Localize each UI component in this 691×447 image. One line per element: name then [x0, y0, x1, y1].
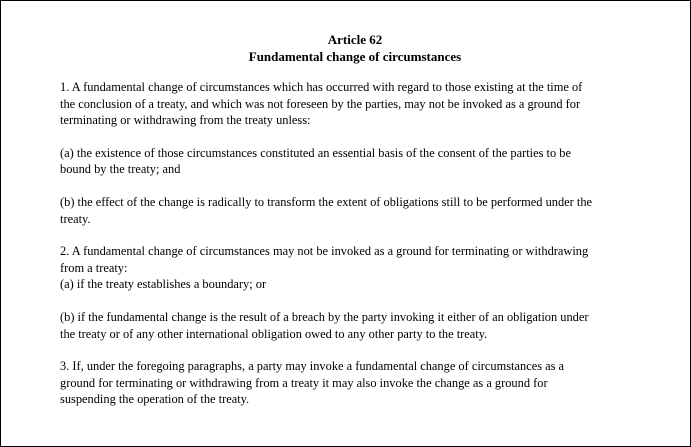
text-line: terminating or withdrawing from the treaty unless:: [60, 113, 311, 128]
text-line: treaty.: [60, 211, 91, 226]
paragraph-1b: [60, 194, 650, 227]
paragraph-1a: [60, 145, 650, 178]
paragraph-2b: [60, 309, 650, 342]
text-line: (a) the existence of those circumstances constituted an essential basis of the consent of the parties to be: [60, 145, 571, 160]
text-line: 1. A fundamental change of circumstances which has occurred with regard to those existing at the time of: [60, 80, 583, 94]
paragraph-3: [60, 358, 650, 408]
text-line: the conclusion of a treaty, and which was not foreseen by the parties, may not be invoked as a ground for: [60, 96, 581, 111]
text-line: 2. A fundamental change of circumstances may not be invoked as a ground for terminating or withdrawing: [60, 244, 589, 259]
text-line: bound by the treaty; and: [60, 162, 181, 177]
text-line: suspending the operation of the treaty.: [60, 392, 250, 407]
text-line: the treaty or of any other international obligation owed to any other party to the treaty.: [60, 326, 488, 341]
paragraph-2: [60, 243, 650, 293]
article-number: Article 62: [327, 32, 383, 47]
text-line: (a) if the treaty establishes a boundary; or: [60, 277, 267, 292]
text-line: (b) if the fundamental change is the result of a breach by the party invoking it either of an obligation under: [60, 309, 589, 324]
paragraph-1: [60, 79, 650, 129]
article-title: Fundamental change of circumstances: [248, 49, 462, 64]
text-line: 3. If, under the foregoing paragraphs, a party may invoke a fundamental change of circumstances as a: [60, 359, 565, 374]
text-line: from a treaty:: [60, 260, 128, 275]
text-line: (b) the effect of the change is radically to transform the extent of obligations still to be performed under the: [60, 194, 593, 209]
text-line: ground for terminating or withdrawing from a treaty it may also invoke the change as a ground for: [60, 375, 548, 390]
